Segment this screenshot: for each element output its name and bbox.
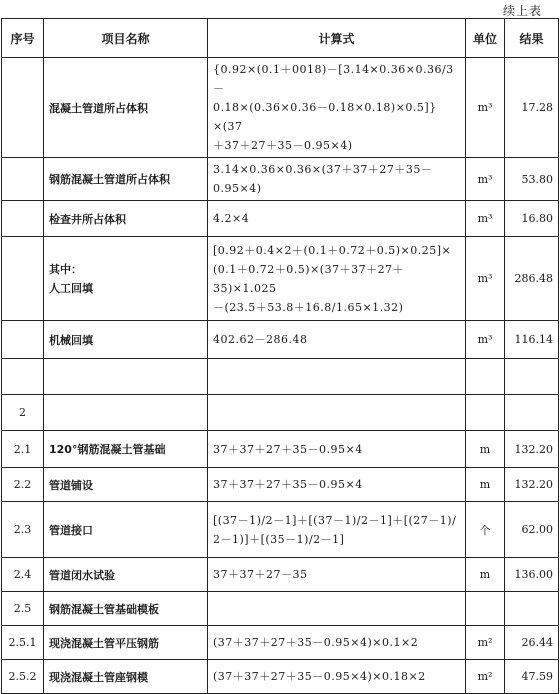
- row-formula: (37＋37＋27＋35－0.95×4)×0.18×2: [208, 660, 466, 694]
- row-no: [2, 359, 44, 395]
- row-formula: [208, 359, 466, 395]
- row-formula: [208, 592, 466, 626]
- row-name: 现浇混凝土管座钢模: [44, 660, 208, 694]
- row-unit: 个: [466, 502, 505, 558]
- row-result: 136.00: [505, 558, 559, 592]
- row-unit: [466, 592, 505, 626]
- row-no: 2.5.1: [2, 626, 44, 660]
- row-name: [44, 359, 208, 395]
- table-row: [2, 395, 559, 431]
- row-no: 2.4: [2, 558, 44, 592]
- row-no: 2.3: [2, 502, 44, 558]
- row-name: 混凝土管道所占体积: [44, 58, 208, 158]
- table-row: [2, 321, 559, 359]
- row-name: 管道铺设: [44, 468, 208, 502]
- row-name: 其中： 人工回填: [44, 237, 208, 321]
- row-unit: m³: [466, 158, 505, 201]
- row-result: 26.44: [505, 626, 559, 660]
- table-row: [2, 431, 559, 468]
- row-name: 钢筋混凝土管基础模板: [44, 592, 208, 626]
- row-unit: m³: [466, 237, 505, 321]
- row-unit: [466, 395, 505, 431]
- row-name: 钢筋混凝土管道所占体积: [44, 158, 208, 201]
- row-result: 132.20: [505, 431, 559, 468]
- row-formula: 37＋37＋27－35: [208, 558, 466, 592]
- header-no: 序号: [2, 19, 44, 58]
- row-result: 47.59: [505, 660, 559, 694]
- row-result: [505, 395, 559, 431]
- continued-label: 续上表: [502, 4, 542, 18]
- row-formula: 3.14×0.36×0.36×(37＋37＋27＋35－0.95×4): [208, 158, 466, 201]
- row-name: 现浇混凝土管平压钢筋: [44, 626, 208, 660]
- row-no: [2, 201, 44, 237]
- row-name: [44, 395, 208, 431]
- table-row: [2, 592, 559, 626]
- row-result: 62.00: [505, 502, 559, 558]
- row-name: 检查井所占体积: [44, 201, 208, 237]
- row-no: 2: [2, 395, 44, 431]
- row-formula: 37＋37＋27＋35－0.95×4: [208, 468, 466, 502]
- table-row: [2, 359, 559, 395]
- row-formula: 402.62－286.48: [208, 321, 466, 359]
- table-row: [2, 558, 559, 592]
- row-no: 2.5: [2, 592, 44, 626]
- row-unit: m³: [466, 201, 505, 237]
- row-name: 120°钢筋混凝土管基础: [44, 431, 208, 468]
- row-result: 116.14: [505, 321, 559, 359]
- row-unit: m²: [466, 626, 505, 660]
- row-formula: (37＋37＋27＋35－0.95×4)×0.1×2: [208, 626, 466, 660]
- row-no: [2, 237, 44, 321]
- row-no: 2.1: [2, 431, 44, 468]
- row-no: [2, 58, 44, 158]
- row-unit: m: [466, 468, 505, 502]
- header-name: 项目名称: [44, 19, 208, 58]
- row-formula: 37＋37＋27＋35－0.95×4: [208, 431, 466, 468]
- table-header-row: [2, 19, 559, 58]
- row-result: [505, 359, 559, 395]
- table-row: [2, 468, 559, 502]
- row-unit: m³: [466, 58, 505, 158]
- table-row: [2, 201, 559, 237]
- row-unit: m²: [466, 660, 505, 694]
- row-result: 17.28: [505, 58, 559, 158]
- row-unit: [466, 359, 505, 395]
- row-formula: [208, 395, 466, 431]
- table-row: [2, 660, 559, 694]
- calculation-table: [1, 18, 559, 694]
- row-no: [2, 158, 44, 201]
- row-result: 286.48: [505, 237, 559, 321]
- row-formula: [0.92＋0.4×2＋(0.1＋0.72＋0.5)×0.25]× (0.1＋0.72＋0.5)×(37＋37＋27＋35)×1.025 －(23.5＋53.8＋16.8/1.65×1.32): [208, 237, 466, 321]
- table-row: [2, 237, 559, 321]
- row-formula: {0.92×(0.1＋0018)－[3.14×0.36×0.36/3－ 0.18×(0.36×0.36－0.18×0.18)×0.5]}×(37 ＋37＋27＋35－0.95×4): [208, 58, 466, 158]
- row-formula: [(37－1)/2－1]＋[(37－1)/2－1]＋[(27－1)/ 2－1)]＋[(35－1)/2－1]: [208, 502, 466, 558]
- row-unit: m: [466, 431, 505, 468]
- row-unit: m: [466, 558, 505, 592]
- header-result: 结果: [505, 19, 559, 58]
- row-result: 132.20: [505, 468, 559, 502]
- row-name: 机械回填: [44, 321, 208, 359]
- table-row: [2, 626, 559, 660]
- row-result: 16.80: [505, 201, 559, 237]
- row-no: 2.2: [2, 468, 44, 502]
- row-formula: 4.2×4: [208, 201, 466, 237]
- row-result: 53.80: [505, 158, 559, 201]
- row-unit: m³: [466, 321, 505, 359]
- table-row: [2, 502, 559, 558]
- row-name: 管道闭水试验: [44, 558, 208, 592]
- row-no: [2, 321, 44, 359]
- row-name: 管道接口: [44, 502, 208, 558]
- table-row: [2, 158, 559, 201]
- header-unit: 单位: [466, 19, 505, 58]
- row-result: [505, 592, 559, 626]
- table-row: [2, 58, 559, 158]
- header-formula: 计算式: [208, 19, 466, 58]
- row-no: 2.5.2: [2, 660, 44, 694]
